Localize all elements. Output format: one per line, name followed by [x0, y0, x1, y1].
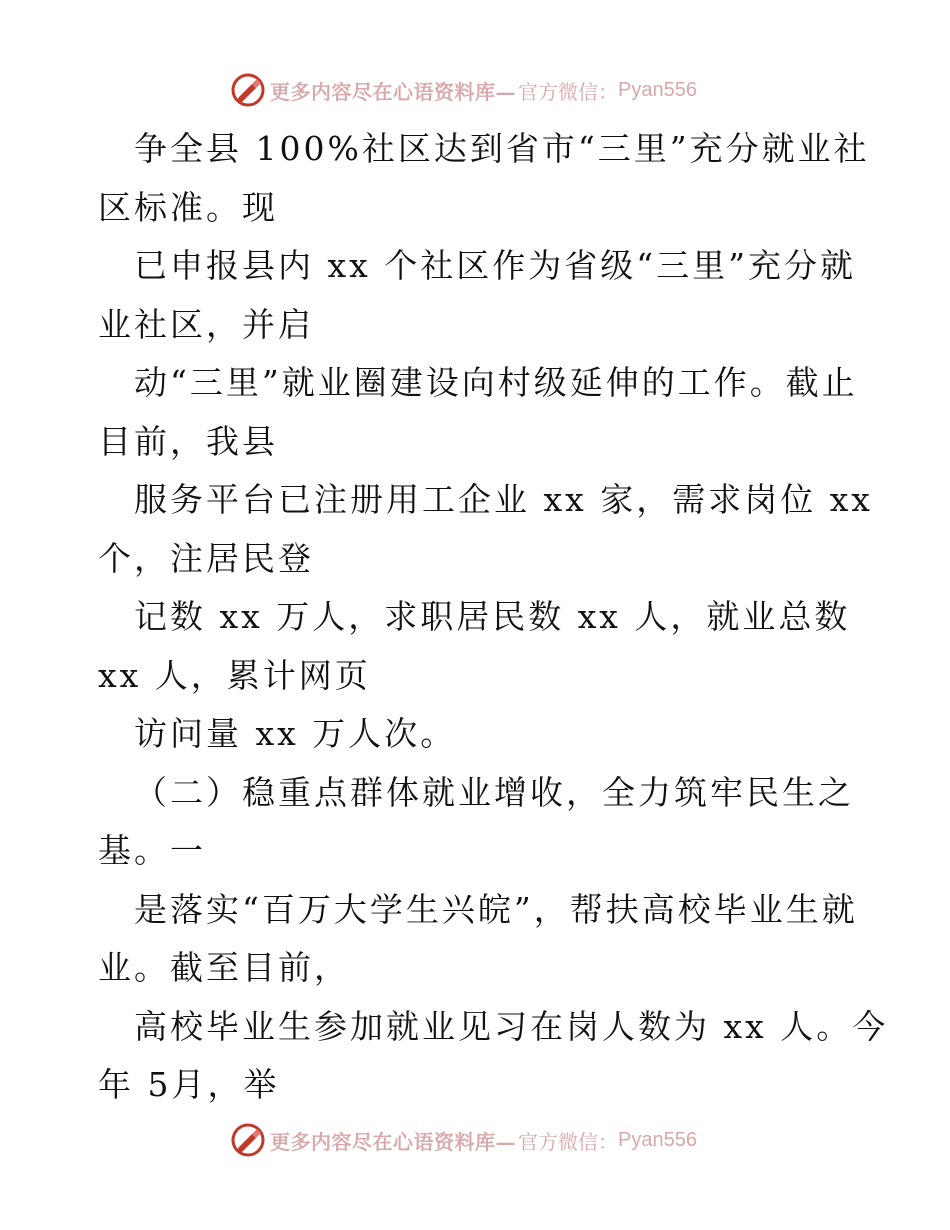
- body-line: 动“三里”就业圈建设向村级延伸的工作。截止: [134, 363, 858, 402]
- header-wechat-label: 官方微信：: [518, 79, 618, 104]
- pen-logo-icon: [230, 72, 266, 108]
- body-line: 记数 xx 万人，求职居民数 xx 人，就业总数: [134, 597, 851, 636]
- header-site-text: 更多内容尽在心语资料库—: [270, 79, 516, 104]
- body-line: 基。一: [98, 831, 206, 870]
- body-line: （二）稳重点群体就业增收，全力筑牢民生之: [134, 772, 854, 812]
- document-body: [98, 120, 889, 1115]
- footer-wechat-label: 官方微信：: [518, 1129, 618, 1154]
- body-line: 高校毕业生参加就业见习在岗人数为 xx 人。今: [134, 1006, 889, 1046]
- body-line: 是落实“百万大学生兴皖”，帮扶高校毕业生就: [134, 889, 858, 929]
- body-line: 争全县 100%社区达到省市“三里”充分就业社: [134, 129, 870, 168]
- header-wechat-id: Pyan556: [618, 78, 697, 101]
- body-line: 已申报县内 xx 个社区作为省级“三里”充分就: [134, 246, 856, 285]
- body-line: 访问量 xx 万人次。: [134, 714, 457, 753]
- body-line: 年 5月，举: [98, 1065, 280, 1104]
- footer-wechat-id: Pyan556: [618, 1128, 697, 1151]
- body-line: 业社区，并启: [98, 304, 314, 344]
- body-line: 区标准。现: [98, 187, 278, 227]
- footer-watermark-banner: [230, 1120, 750, 1160]
- pen-logo-icon: [230, 1122, 266, 1158]
- header-watermark-banner: [230, 70, 750, 110]
- body-line: 目前，我县: [98, 421, 278, 461]
- body-line: 业。截至目前，: [98, 948, 350, 987]
- body-line: 个，注居民登: [98, 538, 314, 578]
- body-line: 服务平台已注册用工企业 xx 家，需求岗位 xx: [134, 480, 873, 519]
- body-line: xx 人，累计网页: [98, 655, 371, 695]
- footer-site-text: 更多内容尽在心语资料库—: [270, 1129, 516, 1154]
